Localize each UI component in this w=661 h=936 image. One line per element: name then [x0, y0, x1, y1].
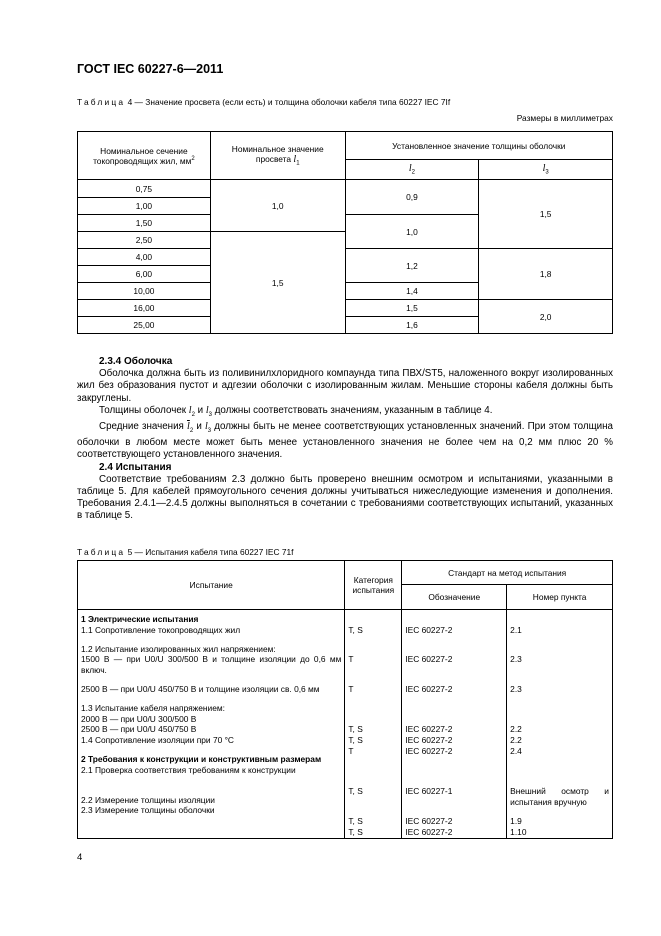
table5-category-column: T, S T T T, S T, S T T, S T, S T, S [345, 610, 402, 839]
table4-caption [77, 97, 450, 107]
table5-header-designation: Обозначение [402, 585, 507, 610]
table4-cell: 1,00 [78, 198, 211, 215]
table4-cell: 1,5 [210, 232, 345, 334]
table-4 [77, 131, 613, 334]
table4-header-section: Номинальное сечение токопроводящих жил, $мм^2$ [78, 132, 211, 180]
table5-header-standard: Стандарт на метод испытания [402, 561, 613, 585]
table4-cell: 1,5 [345, 300, 479, 317]
table4-cell: 1,50 [78, 215, 211, 232]
table4-cell: 6,00 [78, 266, 211, 283]
table4-caption-prefix: Таблица [77, 97, 126, 107]
table5-header-category: Категория испытания [345, 561, 402, 610]
table5-caption [77, 547, 294, 557]
table4-cell: 2,50 [78, 232, 211, 249]
table5-group-title: 2 Требования к конструкции и конструктивным размерам [81, 753, 322, 764]
table4-cell: 16,00 [78, 300, 211, 317]
paragraph: Толщины оболочек $l_2$ и $l_3$ должны соответствовать значениям, указанным в таблице 4. [99, 404, 493, 418]
section-2-3-4 [77, 356, 613, 523]
table5-test-column [78, 610, 345, 839]
table5-caption-prefix: Таблица [77, 547, 126, 557]
table4-cell: 4,00 [78, 249, 211, 266]
table4-cell: 0,9 [345, 180, 479, 215]
table5-test-item: 2000 В — при U0/U 300/500 В [81, 713, 197, 724]
table4-header-l2: $l_2$ [345, 160, 479, 180]
table4-cell: 1,6 [345, 317, 479, 334]
table4-cell: 10,00 [78, 283, 211, 300]
table5-test-item: 1.2 Испытание изолированных жил напряжением: [81, 643, 276, 654]
table5-test-item: 2500 В — при U0/U 450/750 В [81, 724, 197, 735]
table5-test-item: 1.4 Сопротивление изоляции при 70 °С [81, 735, 234, 746]
table5-clause-column: 2.1 2.3 2.3 2.2 2.2 2.4 Внешний осмотр и испытания вручную 1.9 1.10 [507, 610, 613, 839]
table4-cell: 2,0 [479, 300, 613, 334]
table4-cell: 1,5 [479, 180, 613, 249]
table4-cell: 1,2 [345, 249, 479, 283]
document-header: ГОСТ IEC 60227-6—2011 [77, 62, 224, 76]
table5-test-item: 2.1 Проверка соответствия требованиям к конструкции [81, 764, 296, 775]
table5-test-item: 2500 В — при U0/U 450/750 В и толщине изоляции св. 0,6 мм [81, 683, 320, 694]
table5-test-item: 1.1 Сопротивление токопроводящих жил [81, 624, 241, 635]
table5-caption-text: 5 — Испытания кабеля типа 60227 IEC 71f [125, 547, 294, 557]
table5-group-title: 1 Электрические испытания [81, 614, 199, 624]
table5-standard-column: IEC 60227-2 IEC 60227-2 IEC 60227-2 IEC 60227-2 IEC 60227-2 IEC 60227-2 IEC 60227-1 IEC 60227-2 IEC 60227-2 [402, 610, 507, 839]
table4-cell: 1,4 [345, 283, 479, 300]
table4-header-gap: Номинальное значение просвета $l_1$ [210, 132, 345, 180]
table5-test-item: 1.3 Испытание кабеля напряжением: [81, 702, 225, 713]
paragraph: Оболочка должна быть из поливинилхлоридного компаунда типа ПВХ/ST5, наложенного вокруг изолированных жил без образования пустот и адгезии оболочки с изолированным жилам. Меньшие стороны кабеля должны быть закруглены. [77, 368, 613, 404]
table5-test-item: 2.2 Измерение толщины изоляции [81, 794, 215, 805]
table4-header-thickness: Установленное значение толщины оболочки [345, 132, 612, 160]
table4-cell: 25,00 [78, 317, 211, 334]
table5-test-item: 2.3 Измерение толщины оболочки [81, 805, 215, 816]
table4-cell: 1,0 [345, 215, 479, 249]
table4-header-l3: $l_3$ [479, 160, 613, 180]
section-heading: 2.3.4 Оболочка [99, 356, 173, 367]
table4-cell: 1,8 [479, 249, 613, 300]
table4-cell: 0,75 [78, 180, 211, 198]
table4-caption-text: 4 — Значение просвета (если есть) и толщина оболочки кабеля типа 60227 IEC 7If [125, 97, 451, 107]
table4-units-note: Размеры в миллиметрах [516, 113, 613, 123]
paragraph: Средние значения $\overline{l}_2$ и $l_3$ должны быть не менее соответствующих установленных значений. При этом толщина оболочки в любом месте может быть менее установленного значения не более чем на 0,2 мм плюс 20 % соответствующего установленного значения. [77, 420, 613, 461]
paragraph: Соответствие требованиям 2.3 должно быть проверено внешним осмотром и испытаниями, указанными в таблице 5. Для кабелей прямоугольного сечения должны учитываться нижеследующие изменения и дополнения. Требования 2.4.1—2.4.5 должны выполняться в сочетании с требованиями соответствующих испытаний, указанных в таблице 5. [77, 473, 613, 522]
table4-cell: 1,0 [210, 180, 345, 232]
table5-header-clause: Номер пункта [507, 585, 613, 610]
table5-test-item: 1500 В — при U0/U 300/500 В и толщине изоляции до 0,6 мм включ. [81, 654, 342, 676]
page-number: 4 [77, 852, 83, 863]
section-heading: 2.4 Испытания [99, 461, 172, 473]
table5-header-test: Испытание [78, 561, 345, 610]
table-5 [77, 560, 613, 839]
